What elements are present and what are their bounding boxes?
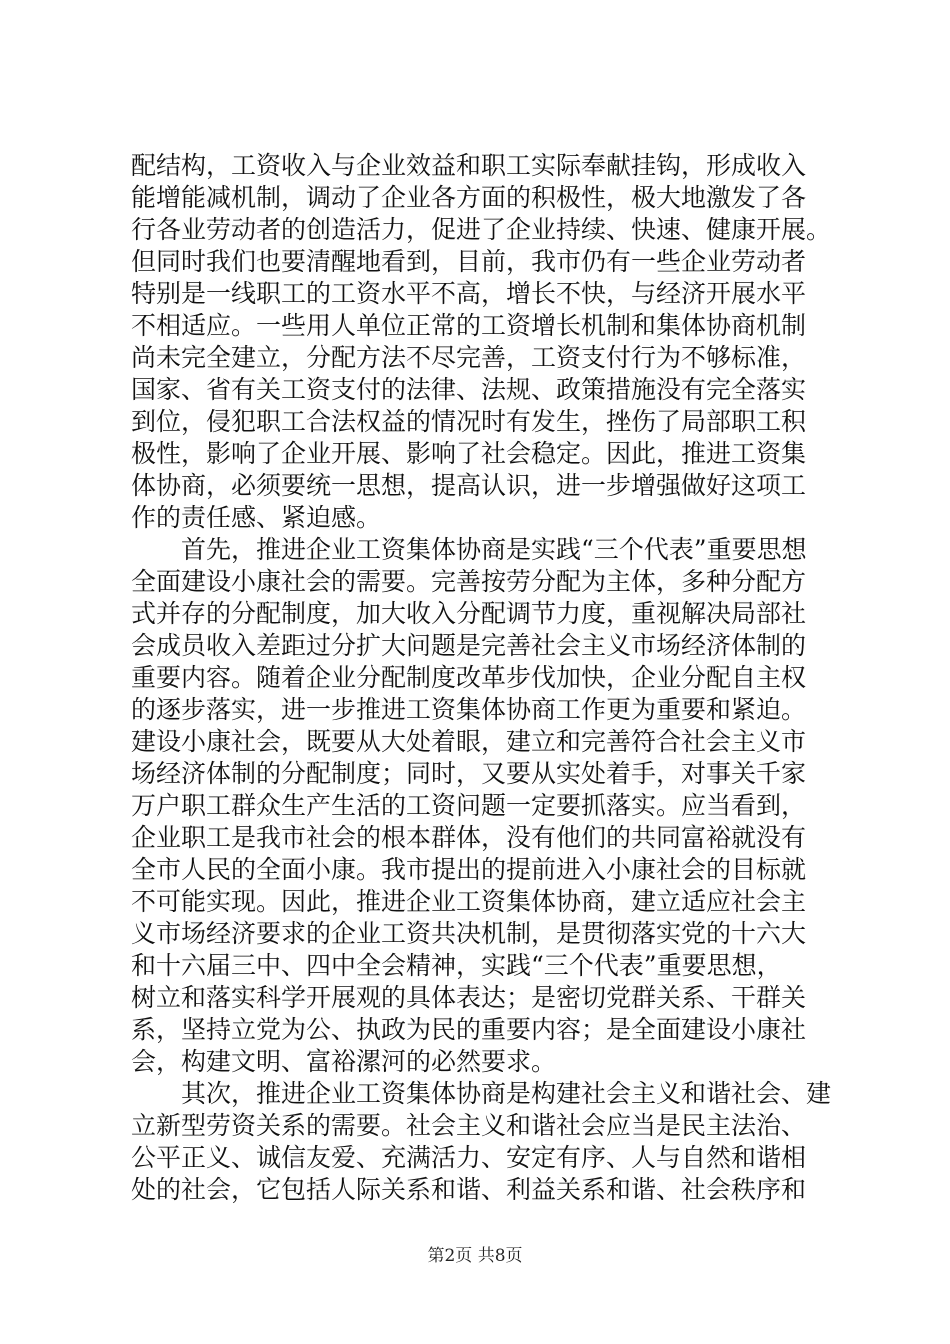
text-line: 全市人民的全面小康。我市提出的提前进入小康社会的目标就	[131, 855, 807, 884]
text-line: 企业职工是我市社会的根本群体，没有他们的共同富裕就没有	[131, 823, 807, 852]
text-line: 义市场经济要求的企业工资共决机制，是贯彻落实党的十六大	[131, 919, 807, 948]
text-line: 式并存的分配制度，加大收入分配调节力度，重视解决局部社	[131, 599, 807, 628]
text-line: 会成员收入差距过分扩大问题是完善社会主义市场经济体制的	[131, 631, 807, 660]
text-line: 万户职工群众生产生活的工资问题一定要抓落实。应当看到，	[131, 791, 807, 820]
text-line: 配结构，工资收入与企业效益和职工实际奉献挂钩，形成收入	[131, 151, 807, 180]
text-line: 系，坚持立党为公、执政为民的重要内容；是全面建设小康社	[131, 1015, 807, 1044]
text-line: 但同时我们也要清醒地看到，目前，我市仍有一些企业劳动者	[131, 247, 807, 276]
text-line: 行各业劳动者的创造活力，促进了企业持续、快速、健康开展。	[131, 215, 831, 244]
paragraph-start-line: 首先，推进企业工资集体协商是实践“三个代表”重要思想	[131, 535, 807, 564]
paragraph-start-line: 其次，推进企业工资集体协商是构建社会主义和谐社会、建	[131, 1079, 831, 1108]
text-line: 处的社会，它包括人际关系和谐、利益关系和谐、社会秩序和	[131, 1175, 807, 1204]
text-line: 会，构建文明、富裕漯河的必然要求。	[131, 1047, 557, 1076]
text-line: 国家、省有关工资支付的法律、法规、政策措施没有完全落实	[131, 375, 807, 404]
text-line: 建设小康社会，既要从大处着眼，建立和完善符合社会主义市	[131, 727, 807, 756]
document-body	[131, 150, 831, 1206]
text-line: 和十六届三中、四中全会精神，实践“三个代表”重要思想，	[131, 951, 782, 980]
text-line: 作的责任感、紧迫感。	[131, 503, 382, 532]
text-line: 树立和落实科学开展观的具体表达；是密切党群关系、干群关	[131, 983, 807, 1012]
text-line: 尚未完全建立，分配方法不尽完善，工资支付行为不够标准，	[131, 343, 807, 372]
text-line: 体协商，必须要统一思想，提高认识，进一步增强做好这项工	[131, 471, 807, 500]
text-line: 公平正义、诚信友爱、充满活力、安定有序、人与自然和谐相	[131, 1143, 807, 1172]
text-line: 能增能减机制，调动了企业各方面的积极性，极大地激发了各	[131, 183, 807, 212]
text-line: 不相适应。一些用人单位正常的工资增长机制和集体协商机制	[131, 311, 807, 340]
text-line: 特别是一线职工的工资水平不高，增长不快，与经济开展水平	[131, 279, 807, 308]
text-line: 不可能实现。因此，推进企业工资集体协商，建立适应社会主	[131, 887, 807, 916]
page-number-footer: 第2页 共8页	[427, 1246, 523, 1266]
text-line: 重要内容。随着企业分配制度改革步伐加快，企业分配自主权	[131, 663, 807, 692]
text-line: 立新型劳资关系的需要。社会主义和谐社会应当是民主法治、	[131, 1111, 807, 1140]
text-line: 全面建设小康社会的需要。完善按劳分配为主体，多种分配方	[131, 567, 807, 596]
text-line: 极性，影响了企业开展、影响了社会稳定。因此，推进工资集	[131, 439, 807, 468]
text-line: 到位，侵犯职工合法权益的情况时有发生，挫伤了局部职工积	[131, 407, 807, 436]
text-line: 的逐步落实，进一步推进工资集体协商工作更为重要和紧迫。	[131, 695, 807, 724]
text-line: 场经济体制的分配制度；同时，又要从实处着手，对事关千家	[131, 759, 807, 788]
